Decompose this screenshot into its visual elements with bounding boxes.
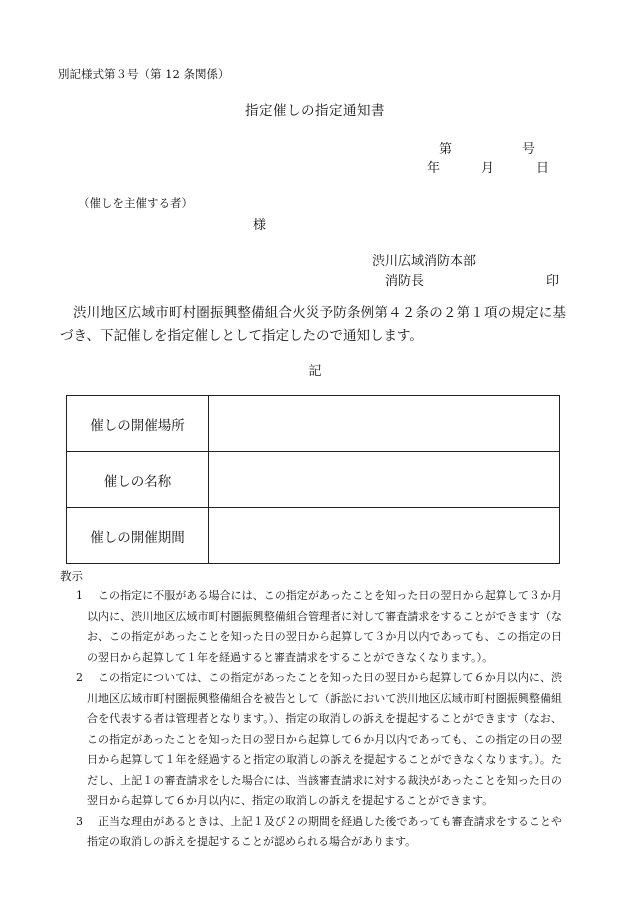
sender-organization: 渋川広域消防本部	[372, 254, 477, 269]
table-row	[67, 452, 560, 508]
sender-title: 消防長	[385, 274, 425, 289]
period-value	[209, 508, 560, 564]
period-label: 催しの開催期間	[67, 508, 209, 564]
note-text: この指定については、この指定があったことを知った日の翌日から起算して６か月以内に、渋川地区広域市町村圏振興整備組合を被告として（訴訟において渋川地区広域市町村圏振興整備組合を代表する者は管理者となります。）、指定の取消しの訴えを提起することができます（なお、この指定があったことを知った日の翌日から起算して６か月以内であっても、この指定の日の翌日から起算して１年を経過すると指定の取消しの訴えを提起することができなくなります。）。ただし、上記１の審査請求をした場合には、当該審査請求に対する裁決があったことを知った日の翌日から起算して６か月以内に、指定の取消しの訴えを提起することができます。	[87, 671, 562, 807]
date-year: 年	[427, 161, 441, 176]
date-day: 日	[536, 161, 550, 176]
note-number: 1	[76, 589, 83, 602]
event-name-value	[209, 452, 560, 508]
table-row	[67, 508, 560, 564]
ki-heading: 記	[308, 364, 322, 379]
event-name-label: 催しの名称	[67, 452, 209, 508]
form-number: 別記様式第３号（第 12 条関係）	[58, 67, 230, 81]
note-number: 3	[76, 814, 83, 828]
note-item	[62, 586, 562, 668]
notes-heading: 教示	[60, 569, 83, 583]
document-title: 指定催しの指定通知書	[245, 103, 385, 119]
table-row	[67, 396, 560, 452]
recipient-label: （催しを主催する者）	[78, 196, 193, 210]
seal-mark: 印	[546, 274, 560, 289]
recipient-honorific: 様	[253, 218, 267, 233]
notes-list	[62, 586, 562, 853]
date-month: 月	[481, 161, 495, 176]
number-suffix: 号	[522, 142, 536, 157]
event-info-table	[66, 395, 560, 564]
number-prefix: 第	[439, 142, 453, 157]
note-item	[62, 668, 562, 812]
lead-paragraph: 渋川地区広域市町村圏振興整備組合火災予防条例第４２条の２第１項の規定に基づき、下記催しを指定催しとして指定したので通知します。	[60, 305, 566, 344]
venue-value	[209, 396, 560, 452]
note-text: この指定に不服がある場合には、この指定があったことを知った日の翌日から起算して３か月以内に、渋川地区広域市町村圏振興整備組合管理者に対して審査請求をすることができます（なお、この指定があったことを知った日の翌日から起算して３か月以内であっても、この指定の日の翌日から起算して１年を経過すると審査請求をすることができなくなります。）。	[87, 589, 562, 664]
note-text: 正当な理由があるときは、上記１及び２の期間を経過した後であっても審査請求をすることや指定の取消しの訴えを提起することが認められる場合があります。	[87, 814, 562, 848]
note-item	[62, 812, 562, 853]
note-number: 2	[76, 671, 83, 684]
venue-label: 催しの開催場所	[67, 396, 209, 452]
